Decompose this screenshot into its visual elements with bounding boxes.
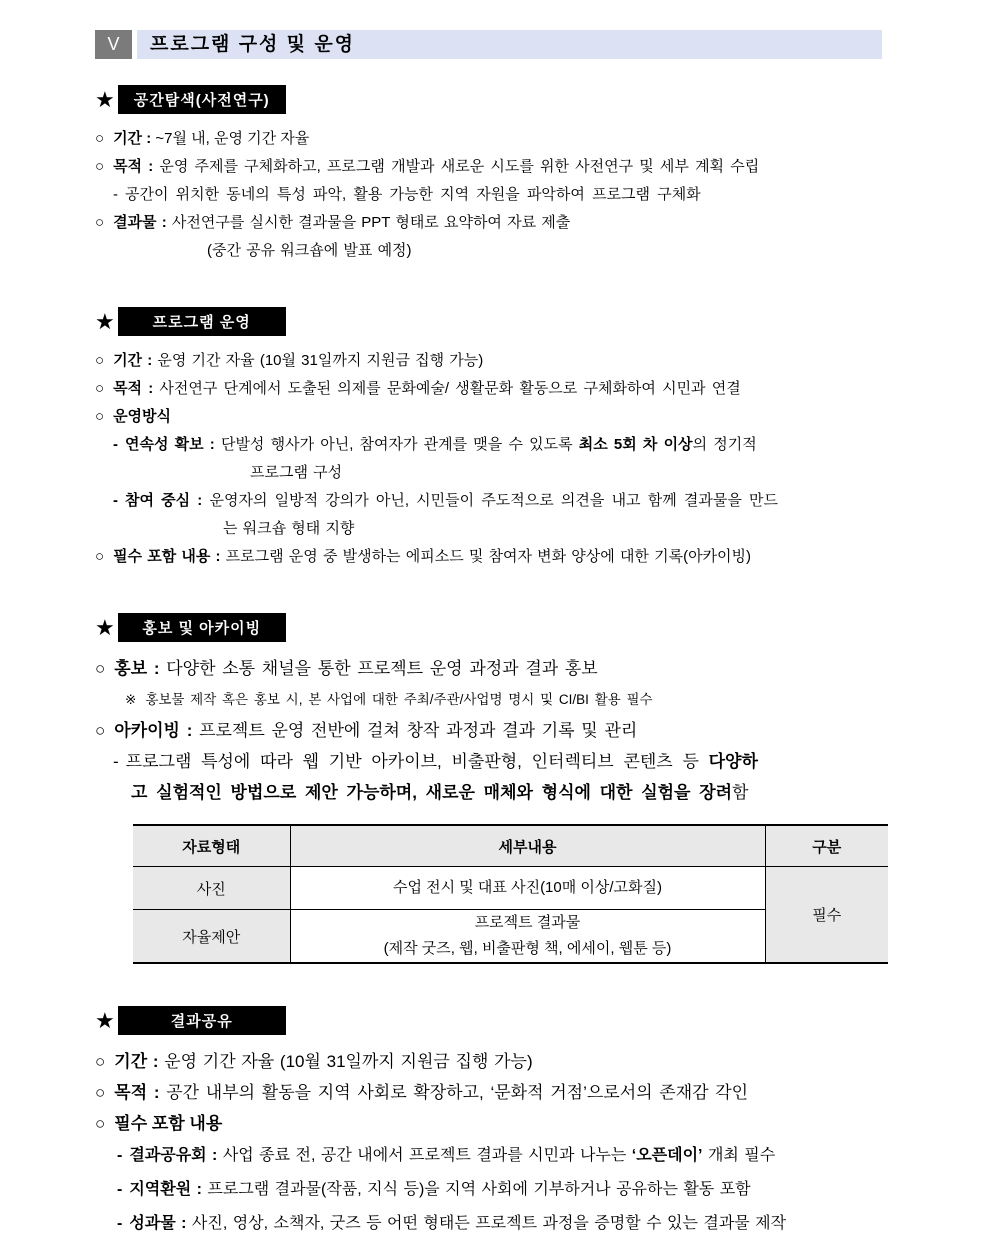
doc-line xyxy=(95,543,904,571)
text-run: 목적 : xyxy=(113,380,160,397)
circle-bullet: ○ xyxy=(95,130,105,147)
page-title: 프로그램 구성 및 운영 xyxy=(137,30,882,59)
star-icon: ★ xyxy=(95,86,115,112)
reference-marker: ※ xyxy=(125,692,137,707)
doc-line xyxy=(95,1139,904,1173)
doc-line xyxy=(95,777,904,808)
text-run: 공간이 위치한 동네의 특성 파악, 활용 가능한 지역 자원을 파악하여 프로그램 구체화 xyxy=(125,186,701,203)
cell-line: 수업 전시 및 대표 사진(10매 이상/고화질) xyxy=(392,879,663,896)
text-run: 참여 중심 : xyxy=(125,492,210,509)
table-body xyxy=(133,867,888,964)
text-run: ‘오픈데이’ xyxy=(631,1147,703,1164)
text-run: 함 xyxy=(732,783,749,802)
circle-bullet: ○ xyxy=(95,548,105,565)
text-run: 운영 기간 자율 (10월 31일까지 지원금 집행 가능) xyxy=(157,352,484,369)
doc-line xyxy=(95,746,904,777)
doc-line xyxy=(95,125,904,153)
section-label: 결과공유 xyxy=(118,1006,286,1035)
circle-bullet: ○ xyxy=(95,158,105,175)
doc-line xyxy=(95,1108,904,1139)
doc-line xyxy=(95,1207,904,1241)
text-run: 다양한 소통 채널을 통한 프로젝트 운영 과정과 결과 홍보 xyxy=(166,659,598,678)
section-result-sharing xyxy=(95,1006,904,1241)
text-run: 다양하 xyxy=(708,752,758,771)
text-run: 프로그램 특성에 따라 웹 기반 아카이브, 비출판형, 인터렉티브 콘텐츠 등 xyxy=(125,752,709,771)
text-run: 필수 포함 내용 xyxy=(114,1114,223,1133)
section-space-research xyxy=(95,85,904,265)
doc-line xyxy=(95,1173,904,1207)
doc-line xyxy=(95,515,904,543)
text-run: 홍보물 제작 혹은 홍보 시, 본 사업에 대한 주최/주관/사업명 명시 및 CI/BI 활용 필수 xyxy=(145,692,653,707)
text-run: 프로그램 구성 xyxy=(250,464,343,481)
star-icon: ★ xyxy=(95,614,115,640)
doc-line xyxy=(95,715,904,746)
cell-line: (제작 굿즈, 웹, 비출판형 책, 에세이, 웹툰 등) xyxy=(383,940,672,957)
table-cell-type: 자율제안 xyxy=(133,910,290,964)
text-run: (중간 공유 워크숍에 발표 예정) xyxy=(207,242,412,259)
text-run: 필수 포함 내용 : xyxy=(113,548,226,565)
cell-line: 프로젝트 결과물 xyxy=(474,914,581,931)
circle-bullet: ○ xyxy=(95,1114,106,1133)
dash-bullet: - xyxy=(113,492,118,509)
text-run: 의 정기적 xyxy=(692,436,757,453)
text-run: 사진, 영상, 소책자, 굿즈 등 어떤 형태든 프로젝트 과정을 증명할 수 있는 결과물 제작 xyxy=(191,1215,787,1232)
text-run: 아카이빙 : xyxy=(114,721,200,740)
circle-bullet: ○ xyxy=(95,214,105,231)
star-icon: ★ xyxy=(95,308,115,334)
text-run: 최소 5회 차 이상 xyxy=(578,436,693,453)
doc-line xyxy=(95,1077,904,1108)
doc-line xyxy=(95,153,904,181)
section-label: 프로그램 운영 xyxy=(118,307,286,336)
text-run: 기간 : xyxy=(114,1052,165,1071)
table-header-cell: 자료형태 xyxy=(133,825,290,867)
text-run: 기간 : xyxy=(113,352,158,369)
text-run: 지역환원 : xyxy=(129,1181,208,1198)
table-cell-detail xyxy=(290,910,765,964)
text-run: 운영 기간 자율 (10월 31일까지 지원금 집행 가능) xyxy=(164,1052,533,1071)
circle-bullet: ○ xyxy=(95,1083,106,1102)
table-cell-detail xyxy=(290,867,765,910)
table-cell-type: 사진 xyxy=(133,867,290,910)
star-icon: ★ xyxy=(95,1007,115,1033)
circle-bullet: ○ xyxy=(95,408,105,425)
text-run: 결과물 : xyxy=(113,214,172,231)
section-label-row xyxy=(95,613,904,642)
table-cell-category: 필수 xyxy=(765,867,888,964)
table-header-cell: 세부내용 xyxy=(290,825,765,867)
doc-line xyxy=(95,1046,904,1077)
text-run: 는 워크숍 형태 지향 xyxy=(223,520,355,537)
circle-bullet: ○ xyxy=(95,721,106,740)
doc-line xyxy=(95,403,904,431)
text-run: 성과물 : xyxy=(129,1215,192,1232)
text-run: 사업 종료 전, 공간 내에서 프로젝트 결과를 시민과 나누는 xyxy=(222,1147,632,1164)
text-run: 개최 필수 xyxy=(702,1147,776,1164)
section-label-row xyxy=(95,85,904,114)
doc-line xyxy=(95,459,904,487)
text-run: 프로젝트 운영 전반에 걸쳐 창작 과정과 결과 기록 및 관리 xyxy=(199,721,638,740)
table-row xyxy=(133,867,888,910)
doc-line xyxy=(95,181,904,209)
text-run: 운영 주제를 구체화하고, 프로그램 개발과 새로운 시도를 위한 사전연구 및 세부 계획 수립 xyxy=(159,158,760,175)
doc-line xyxy=(95,487,904,515)
text-run: 목적 : xyxy=(113,158,160,175)
doc-line xyxy=(95,431,904,459)
text-run: 사전연구를 실시한 결과물을 PPT 형태로 요약하여 자료 제출 xyxy=(171,214,571,231)
section-program-operation xyxy=(95,307,904,571)
doc-line xyxy=(95,209,904,237)
text-run: 사전연구 단계에서 도출된 의제를 문화예술/ 생활문화 활동으로 구체화하여 시민과 연결 xyxy=(159,380,741,397)
table-header-row xyxy=(133,825,888,867)
text-run: 프로그램 결과물(작품, 지식 등)을 지역 사회에 기부하거나 공유하는 활동 포함 xyxy=(207,1181,751,1198)
text-run: 홍보 : xyxy=(114,659,167,678)
section-header-bar xyxy=(95,30,882,59)
dash-bullet: - xyxy=(117,1147,123,1164)
circle-bullet: ○ xyxy=(95,380,105,397)
text-run: 운영방식 xyxy=(113,408,172,425)
section-number-badge: V xyxy=(95,30,132,59)
doc-line xyxy=(95,653,904,684)
dash-bullet: - xyxy=(113,752,119,771)
dash-bullet: - xyxy=(113,436,118,453)
text-run: 목적 : xyxy=(114,1083,167,1102)
sections-container xyxy=(95,85,904,1241)
text-run: 고 실험적인 방법으로 제안 가능하며, 새로운 매체와 형식에 대한 실험을 장려 xyxy=(131,783,733,802)
circle-bullet: ○ xyxy=(95,659,106,678)
section-promotion-archiving xyxy=(95,613,904,964)
section-label: 홍보 및 아카이빙 xyxy=(118,613,286,642)
dash-bullet: - xyxy=(113,186,118,203)
table-head xyxy=(133,825,888,867)
section-label: 공간탐색(사전연구) xyxy=(118,85,286,114)
data-table xyxy=(133,824,888,964)
dash-bullet: - xyxy=(117,1181,123,1198)
doc-line xyxy=(95,347,904,375)
text-run: 공간 내부의 활동을 지역 사회로 확장하고, ‘문화적 거점’으로서의 존재감 각인 xyxy=(166,1083,749,1102)
text-run: 결과공유회 : xyxy=(129,1147,223,1164)
dash-bullet: - xyxy=(117,1215,123,1232)
section-label-row xyxy=(95,1006,904,1035)
text-run: ~7월 내, 운영 기간 자율 xyxy=(155,130,310,147)
text-run: 프로그램 운영 중 발생하는 에피소드 및 참여자 변화 양상에 대한 기록(아카이빙) xyxy=(225,548,752,565)
text-run: 단발성 행사가 아닌, 참여자가 관계를 맺을 수 있도록 xyxy=(220,436,579,453)
doc-line xyxy=(95,375,904,403)
circle-bullet: ○ xyxy=(95,352,105,369)
table-header-cell: 구분 xyxy=(765,825,888,867)
text-run: 운영자의 일방적 강의가 아닌, 시민들이 주도적으로 의견을 내고 함께 결과물을 만드 xyxy=(209,492,778,509)
circle-bullet: ○ xyxy=(95,1052,106,1071)
text-run: 기간 : xyxy=(113,130,156,147)
text-run: 연속성 확보 : xyxy=(125,436,221,453)
doc-line xyxy=(95,237,904,265)
doc-line xyxy=(95,684,904,715)
section-label-row xyxy=(95,307,904,336)
